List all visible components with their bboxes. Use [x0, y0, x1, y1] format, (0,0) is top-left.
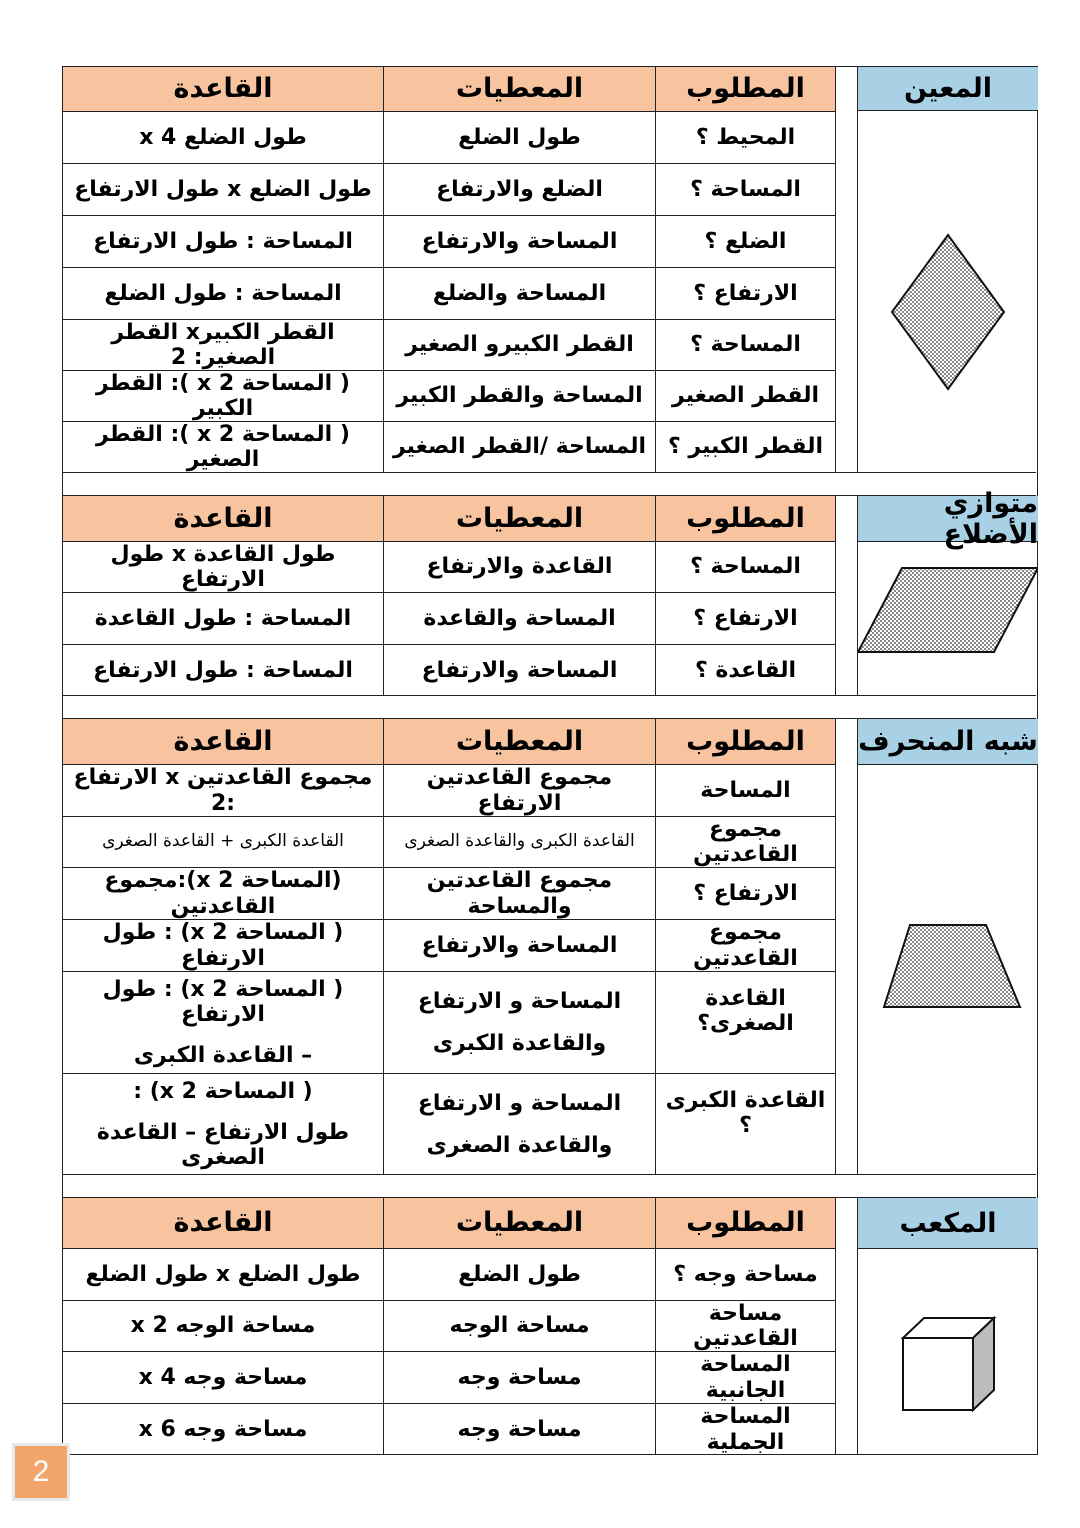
header-given: المعطيات	[383, 1198, 655, 1248]
given-line-1: المساحة و الارتفاع	[417, 989, 622, 1015]
table-row	[63, 371, 835, 422]
given-line-2: والقاعدة الصغرى	[426, 1132, 613, 1158]
rule-cell: المساحة : طول الارتفاع	[93, 657, 353, 683]
given-cell: المساحة والارتفاع	[383, 645, 655, 696]
shape-title: المعين	[858, 67, 1038, 111]
rhombus-shape	[858, 227, 1038, 392]
table-row	[63, 920, 835, 972]
required-cell: المساحة ؟	[655, 320, 835, 370]
table-row	[63, 645, 835, 696]
header-required: المطلوب	[655, 496, 835, 541]
given-cell: المساحة والقطر الكبير	[383, 371, 655, 421]
given-cell	[383, 1074, 655, 1175]
table-row	[63, 1074, 835, 1175]
rule-cell: مساحة الوجه x 2	[130, 1313, 316, 1339]
trapezoid-section	[63, 718, 1036, 1175]
rule-line-2: – القاعدة الكبرى	[133, 1043, 313, 1069]
cube-shape	[858, 1308, 1038, 1418]
header-required: المطلوب	[655, 1198, 835, 1248]
rule-cell: القاعدة الكبرى + القاعدة الصغرى	[102, 831, 344, 852]
trapezoid-table	[63, 719, 836, 1175]
rhombus-table	[63, 67, 836, 472]
cube-section	[63, 1197, 1036, 1455]
rule-cell: طول الضلع x طول الضلع	[85, 1261, 361, 1287]
geometry-rules-sheet	[62, 66, 1038, 1455]
required-cell: المساحة الجانبية	[655, 1352, 835, 1403]
table-header	[63, 719, 835, 765]
parallelogram-table	[63, 496, 836, 696]
parallelogram-section	[63, 487, 1038, 696]
table-row	[63, 1404, 835, 1455]
section-divider	[63, 1174, 1036, 1198]
required-cell: مجموع القاعدتين	[655, 817, 835, 867]
header-given: المعطيات	[383, 67, 655, 111]
rule-cell	[63, 972, 383, 1073]
table-row	[63, 320, 835, 371]
header-required: المطلوب	[655, 67, 835, 111]
required-cell: المساحة ؟	[655, 542, 835, 592]
given-cell: المساحة والارتفاع	[383, 216, 655, 267]
rule-cell: ( المساحة x 2) : طول الارتفاع	[102, 920, 344, 971]
rule-cell: القطر الكبيرx القطر الصغير: 2	[111, 319, 335, 370]
table-row	[63, 268, 835, 320]
table-row	[63, 868, 835, 920]
cube-shape-column	[857, 1198, 1038, 1455]
required-cell: الارتفاع ؟	[655, 868, 835, 919]
required-cell: الضلع ؟	[655, 216, 835, 267]
required-cell: مجموع القاعدتين	[655, 920, 835, 971]
rule-cell: ( المساحة x 2 ): القطر الكبير	[96, 370, 350, 421]
header-rule: القاعدة	[173, 725, 273, 757]
rule-cell: طول الضلع x طول الارتفاع	[74, 176, 372, 202]
rule-cell: مساحة وجه x 4	[138, 1364, 308, 1390]
given-line-1: المساحة و الارتفاع	[417, 1091, 622, 1117]
required-cell: الارتفاع ؟	[655, 268, 835, 319]
required-cell: مساحة وجه ؟	[655, 1249, 835, 1300]
table-row	[63, 1352, 835, 1404]
rule-line-1: ( المساحة x 2) : طول الارتفاع	[102, 976, 344, 1027]
rule-cell: المساحة : طول الضلع	[104, 280, 342, 306]
required-cell: القطر الصغير	[655, 371, 835, 421]
given-cell: المساحة والارتفاع	[383, 920, 655, 971]
rhombus-section	[63, 67, 1036, 472]
rule-cell: المساحة : طول القاعدة	[94, 605, 352, 631]
table-header	[63, 67, 835, 112]
shape-title: متوازي الأضلاع	[858, 496, 1038, 542]
given-cell: المساحة والقاعدة	[383, 593, 655, 644]
header-given: المعطيات	[383, 496, 655, 541]
cube-table	[63, 1198, 836, 1455]
header-rule: القاعدة	[173, 1207, 273, 1239]
table-row	[63, 422, 835, 472]
given-cell: القاعدة الكبرى والقاعدة الصغرى	[383, 817, 655, 867]
rule-line-2: طول الارتفاع – القاعدة الصغرى	[96, 1119, 350, 1171]
required-cell: الارتفاع ؟	[655, 593, 835, 644]
rule-cell: طول القاعدة x طول الارتفاع	[110, 541, 336, 592]
rule-cell: المساحة : طول الارتفاع	[93, 228, 353, 254]
rule-cell: مساحة وجه x 6	[138, 1416, 308, 1442]
given-cell: مساحة وجه	[383, 1404, 655, 1455]
given-cell: مجموع القاعدتين والمساحة	[383, 868, 655, 919]
rule-cell	[63, 1074, 383, 1175]
required-cell: القطر الكبير ؟	[655, 422, 835, 472]
shape-title: شبه المنحرف	[858, 719, 1038, 765]
required-cell: القاعدة الكبرى ؟	[655, 1074, 835, 1175]
rhombus-shape-column	[857, 67, 1038, 472]
required-cell: المساحة الجملية	[655, 1404, 835, 1455]
table-header	[63, 1198, 835, 1249]
given-cell: طول الضلع	[383, 112, 655, 163]
table-row	[63, 1301, 835, 1352]
table-row	[63, 593, 835, 645]
parallelogram-shape	[858, 562, 1038, 658]
given-cell: مجموع القاعدتين الارتفاع	[383, 765, 655, 816]
given-cell: القاعدة والارتفاع	[383, 542, 655, 592]
given-cell: مساحة الوجه	[383, 1301, 655, 1351]
table-row	[63, 765, 835, 817]
given-cell: مساحة وجه	[383, 1352, 655, 1403]
table-row	[63, 164, 835, 216]
table-header	[63, 496, 835, 542]
rule-line-1: ( المساحة x 2) :	[133, 1078, 313, 1104]
table-row	[63, 972, 835, 1074]
required-cell: المحيط ؟	[655, 112, 835, 163]
header-required: المطلوب	[655, 719, 835, 764]
shape-title: المكعب	[858, 1198, 1038, 1249]
page-number-badge: 2	[12, 1443, 70, 1501]
required-cell: المساحة	[655, 765, 835, 816]
given-line-2: والقاعدة الكبرى	[432, 1030, 607, 1056]
table-row	[63, 1249, 835, 1301]
rule-cell: طول الضلع x 4	[139, 124, 307, 150]
given-cell: المساحة والضلع	[383, 268, 655, 319]
given-cell: القطر الكبيرو الصغير	[383, 320, 655, 370]
header-rule: القاعدة	[173, 502, 273, 534]
header-given: المعطيات	[383, 719, 655, 764]
given-cell: المساحة /القطر الصغير	[383, 422, 655, 472]
table-row	[63, 817, 835, 868]
required-cell: القاعدة الصغرى؟	[655, 972, 835, 1073]
header-rule: القاعدة	[173, 73, 273, 105]
given-cell	[383, 972, 655, 1073]
given-cell: طول الضلع	[383, 1249, 655, 1300]
rule-cell: مجموع القاعدتين x الارتفاع :2	[73, 765, 373, 816]
rule-cell: (المساحة x 2):مجموع القاعدتين	[104, 868, 342, 919]
table-row	[63, 112, 835, 164]
section-divider	[63, 695, 1036, 719]
trapezoid-shape-column	[857, 719, 1038, 1175]
table-row	[63, 216, 835, 268]
table-row	[63, 542, 835, 593]
parallelogram-shape-column	[857, 487, 1038, 696]
required-cell: مساحة القاعدتين	[655, 1301, 835, 1351]
required-cell: القاعدة ؟	[655, 645, 835, 696]
required-cell: المساحة ؟	[655, 164, 835, 215]
rule-cell: ( المساحة x 2 ): القطر الصغير	[96, 421, 350, 472]
trapezoid-shape	[858, 919, 1038, 1015]
given-cell: الضلع والارتفاع	[383, 164, 655, 215]
